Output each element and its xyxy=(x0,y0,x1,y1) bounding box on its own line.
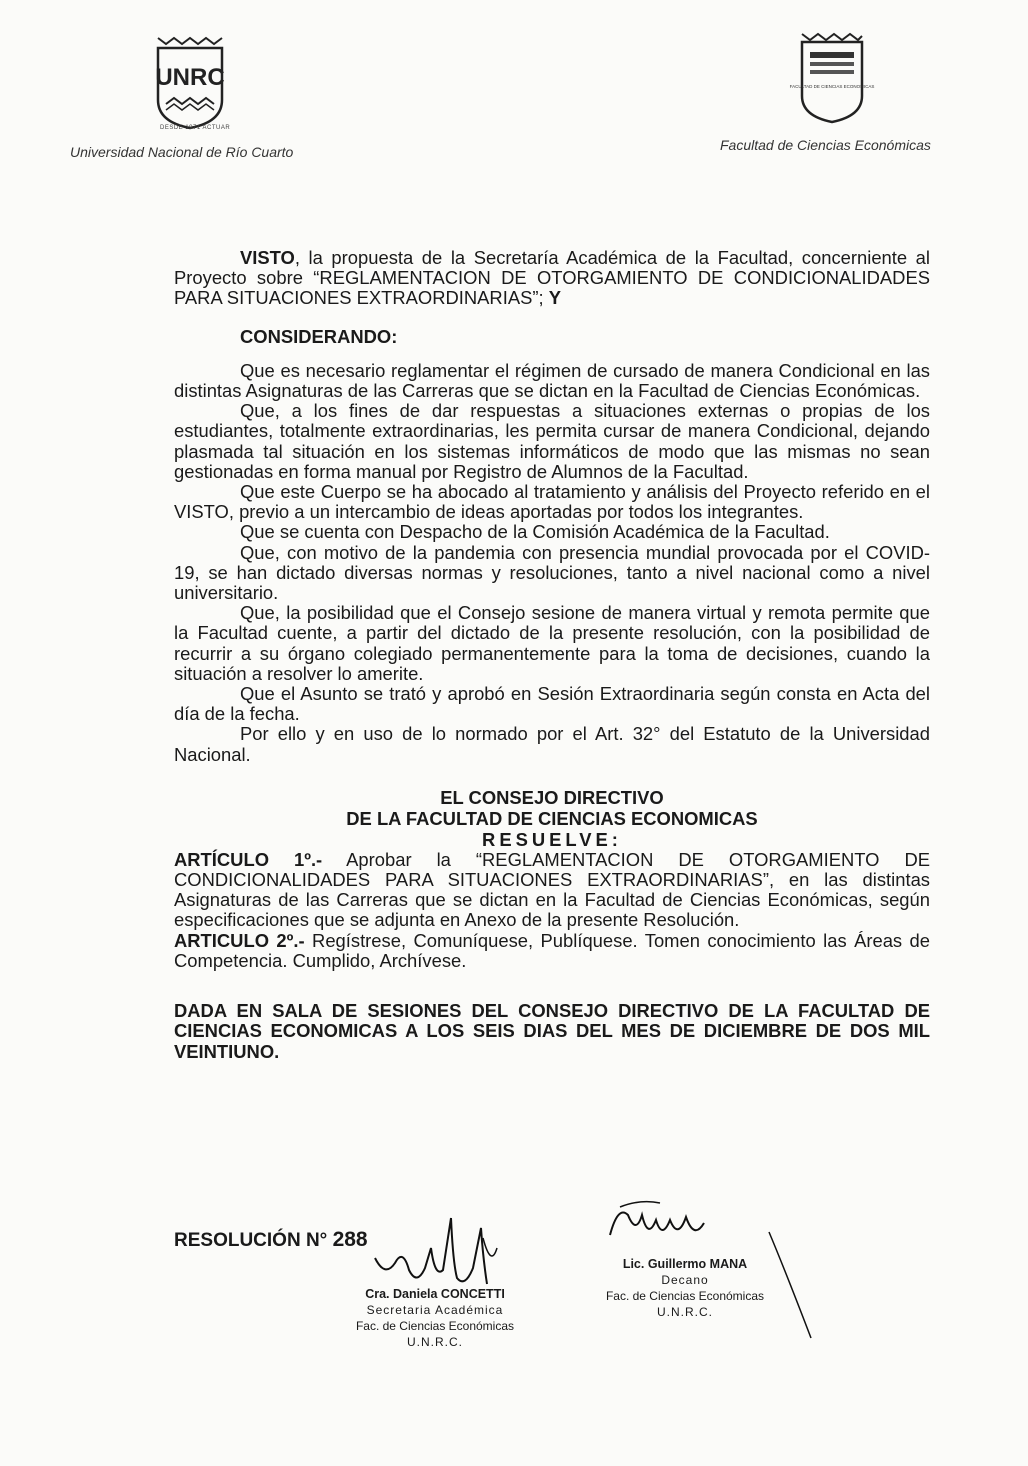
articulo-2-text: Regístrese, Comuníquese, Publíquese. Tomen conocimiento las Áreas de Competencia. Cumplido, Archívese. xyxy=(174,929,930,971)
resolves-heading xyxy=(174,787,930,850)
signatory-name-right: Lic. Guillermo MANA xyxy=(622,1257,748,1271)
considerando-paragraph: Que el Asunto se trató y aprobó en Sesión Extraordinaria según consta en Acta del día de la fecha. xyxy=(174,683,930,725)
svg-text:FACULTAD DE CIENCIAS ECONOMICA: FACULTAD DE CIENCIAS ECONOMICAS xyxy=(789,84,875,89)
resolves-line-1: EL CONSEJO DIRECTIVO xyxy=(440,786,664,808)
faculty-logo xyxy=(789,30,875,125)
articulo-1 xyxy=(174,850,930,931)
considerando-paragraph: Que, la posibilidad que el Consejo sesione de manera virtual y remota permite que la Facultad cuente, a partir del dictado de la presente resolución, con la posibilidad de recurrir a su órgano colegiado permanentemente para la toma de decisiones, cuando la situación a resolver lo amerite. xyxy=(174,602,930,684)
articulo-1-text: Aprobar la “REGLAMENTACION DE OTORGAMIENTO DE CONDICIONALIDADES PARA SITUACIONES EXTRAORDINARIAS”, en las distintas Asignaturas de las Carreras que se dictan en la Facultad de Ciencias Económicas, según especificaciones que se adjunta en Anexo de la presente Resolución. xyxy=(174,848,930,931)
visto-tail: Y xyxy=(548,287,561,309)
considerando-paragraph: Que, con motivo de la pandemia con presencia mundial provocada por el COVID-19, se han dictado diversas normas y resoluciones, tanto a nivel nacional como a nivel universitario. xyxy=(174,541,930,604)
signature-scribble-right xyxy=(600,1195,720,1255)
faculty-name: Facultad de Ciencias Económicas xyxy=(720,137,931,153)
articulo-1-label: ARTÍCULO 1º.- xyxy=(174,848,323,870)
svg-text:UNRC: UNRC xyxy=(155,64,225,91)
resolution-number xyxy=(174,1228,368,1252)
signature-scribble-left xyxy=(365,1208,515,1293)
signatory-name-left: Cra. Daniela CONCETTI xyxy=(365,1287,505,1301)
signatory-org-left: U.N.R.C. xyxy=(407,1335,463,1349)
considerando-paragraph: Que este Cuerpo se ha abocado al tratamiento y análisis del Proyecto referido en el VISTO, previo a un intercambio de ideas aportadas por todos los integrantes. xyxy=(174,481,930,523)
signatory-role-left: Secretaria Académica xyxy=(366,1303,504,1317)
signature-block-left xyxy=(330,1286,540,1350)
left-logo-caption: DESDE 1971 ACTUAR xyxy=(160,125,231,131)
articulo-2 xyxy=(174,931,930,971)
visto-label: VISTO xyxy=(240,247,295,268)
university-name: Universidad Nacional de Río Cuarto xyxy=(70,144,294,160)
resolution-number-value: 288 xyxy=(332,1228,368,1251)
visto-text: , la propuesta de la Secretaría Académica de la Facultad, concerniente al Proyecto sobre “REGLAMENTACION DE OTORGAMIENTO DE CONDICIONALIDADES PARA SITUACIONES EXTRAORDINARIAS”; xyxy=(174,247,930,309)
considerando-paragraph: Que es necesario reglamentar el régimen de cursado de manera Condicional en las distintas Asignaturas de las Carreras que se dictan en la Facultad de Ciencias Económicas. xyxy=(174,359,930,402)
visto-paragraph xyxy=(174,248,930,309)
resolves-line-3: RESUELVE: xyxy=(482,828,622,850)
considerando-heading: CONSIDERANDO: xyxy=(240,325,398,347)
signatory-role-right: Decano xyxy=(661,1273,709,1287)
resolution-number-label: RESOLUCIÓN N° xyxy=(174,1230,328,1251)
articulo-2-label: ARTICULO 2º.- xyxy=(174,929,305,951)
unrc-logo xyxy=(150,30,230,130)
resolves-line-2: DE LA FACULTAD DE CIENCIAS ECONOMICAS xyxy=(346,807,758,829)
signatory-org-right: U.N.R.C. xyxy=(657,1305,713,1319)
dada-paragraph: DADA EN SALA DE SESIONES DEL CONSEJO DIRECTIVO DE LA FACULTAD DE CIENCIAS ECONOMICAS A LOS SEIS DIAS DEL MES DE DICIEMBRE DE DOS MIL VEINTIUNO. xyxy=(174,1000,930,1062)
considerando-paragraph: Que se cuenta con Despacho de la Comisión Académica de la Facultad. xyxy=(240,521,830,543)
signatory-unit-left: Fac. de Ciencias Económicas xyxy=(355,1319,515,1333)
resolution-body xyxy=(174,248,930,1062)
considerando-paragraph: Por ello y en uso de lo normado por el Art. 32° del Estatuto de la Universidad Nacional. xyxy=(174,723,930,765)
considerando-paragraph: Que, a los fines de dar respuestas a situaciones externas o propias de los estudiantes, totalmente extraordinarias, les permita cursar de manera Condicional, dejando plasmada tal situación en los sistemas informáticos de modo que las mismas no sean gestionadas en forma manual por Registro de Alumnos de la Facultad. xyxy=(174,400,930,482)
signature-block-right xyxy=(585,1256,785,1320)
signatory-unit-right: Fac. de Ciencias Económicas xyxy=(605,1289,765,1303)
